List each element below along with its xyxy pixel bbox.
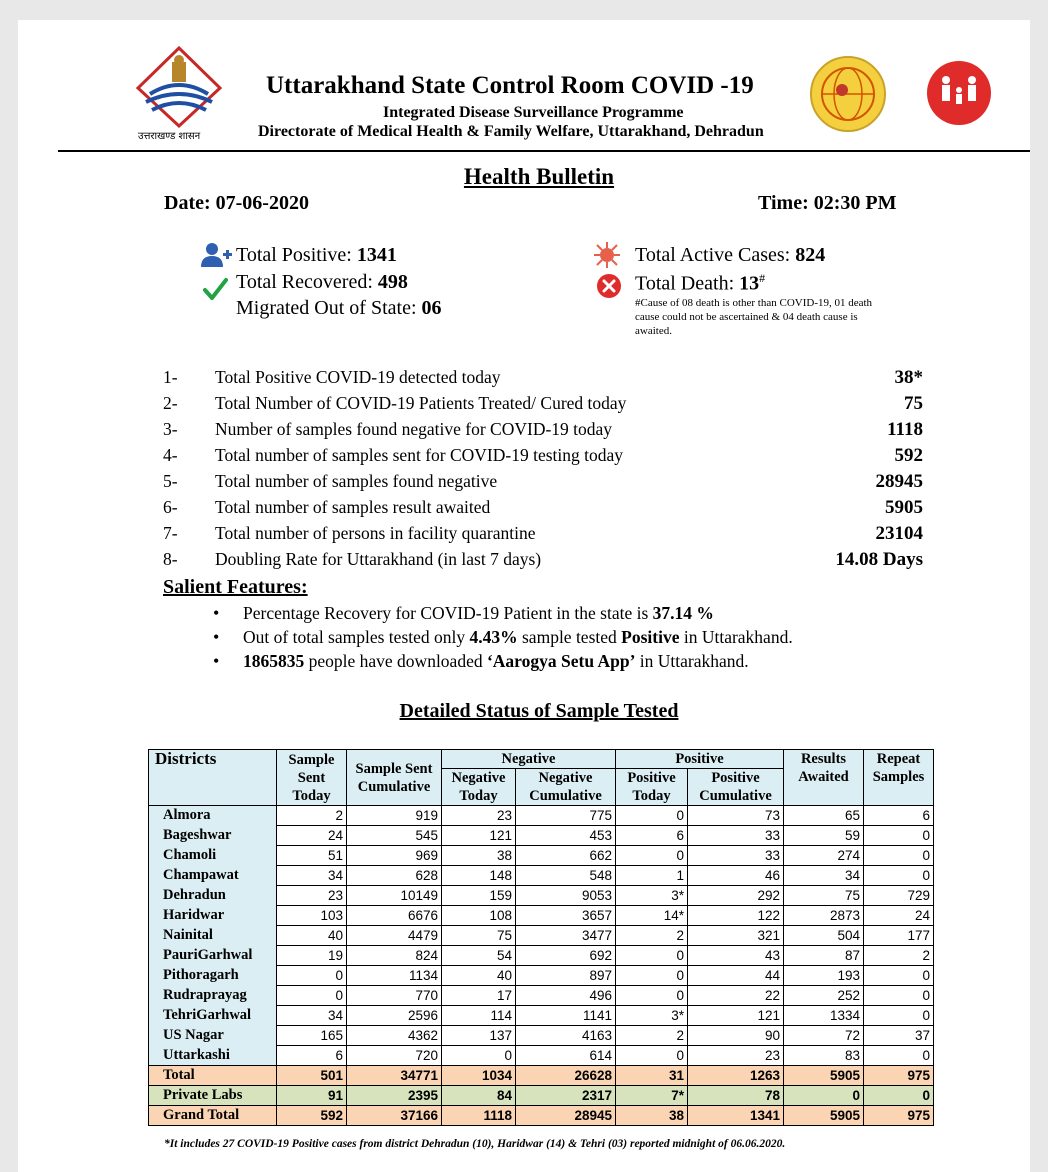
private-labs-row bbox=[149, 1086, 934, 1106]
table-cell: 1118 bbox=[442, 1106, 516, 1126]
district-name: Almora bbox=[149, 806, 277, 826]
table-cell: 824 bbox=[347, 946, 442, 966]
idsp-logo-icon bbox=[808, 54, 888, 134]
table-cell: 17 bbox=[442, 986, 516, 1006]
table-cell: 24 bbox=[277, 826, 347, 846]
table-cell: 75 bbox=[784, 886, 864, 906]
table-cell: 91 bbox=[277, 1086, 347, 1106]
table-cell: 5905 bbox=[784, 1066, 864, 1086]
table-cell: 2873 bbox=[784, 906, 864, 926]
migrated-out: Migrated Out of State: 06 bbox=[236, 297, 442, 319]
table-row bbox=[149, 1046, 934, 1066]
table-cell: 0 bbox=[864, 1006, 934, 1026]
table-cell: 6 bbox=[616, 826, 688, 846]
table-cell: 108 bbox=[442, 906, 516, 926]
table-cell: 1341 bbox=[688, 1106, 784, 1126]
table-cell: 193 bbox=[784, 966, 864, 986]
nhm-logo-icon bbox=[906, 40, 1012, 146]
table-cell: 34771 bbox=[347, 1066, 442, 1086]
list-item: 7- Total number of persons in facility quarantine 23104 bbox=[163, 523, 923, 544]
table-cell: 59 bbox=[784, 826, 864, 846]
header-title: Uttarakhand State Control Room COVID -19 bbox=[266, 72, 754, 99]
table-row bbox=[149, 966, 934, 986]
table-cell: 114 bbox=[442, 1006, 516, 1026]
table-cell: 0 bbox=[277, 986, 347, 1006]
close-circle-icon bbox=[596, 273, 622, 299]
total-death: Total Death: 13# bbox=[635, 271, 766, 295]
table-cell: 0 bbox=[864, 966, 934, 986]
table-cell: 24 bbox=[864, 906, 934, 926]
table-cell: 770 bbox=[347, 986, 442, 1006]
col-positive-cumulative: Positive Cumulative bbox=[688, 769, 784, 806]
table-cell: 545 bbox=[347, 826, 442, 846]
table-cell: 1263 bbox=[688, 1066, 784, 1086]
table-cell: 0 bbox=[864, 1086, 934, 1106]
table-cell: 0 bbox=[864, 826, 934, 846]
list-item: 3- Number of samples found negative for COVID-19 today 1118 bbox=[163, 419, 923, 440]
header-subtitle-directorate: Directorate of Medical Health & Family Welfare, Uttarakhand, Dehradun bbox=[258, 123, 764, 140]
list-item: 2- Total Number of COVID-19 Patients Treated/ Cured today 75 bbox=[163, 393, 923, 414]
table-cell: 26628 bbox=[516, 1066, 616, 1086]
table-cell: 14* bbox=[616, 906, 688, 926]
add-user-icon bbox=[201, 242, 233, 268]
list-item: • Out of total samples tested only 4.43% sample tested Positive in Uttarakhand. bbox=[213, 627, 793, 651]
uttarakhand-emblem-icon bbox=[136, 46, 222, 128]
table-cell: 165 bbox=[277, 1026, 347, 1046]
table-cell: 0 bbox=[784, 1086, 864, 1106]
col-repeat-samples: Repeat Samples bbox=[864, 750, 934, 806]
list-item: • Percentage Recovery for COVID-19 Patient in the state is 37.14 % bbox=[213, 603, 793, 627]
table-cell: 121 bbox=[688, 1006, 784, 1026]
table-row bbox=[149, 806, 934, 826]
death-note: #Cause of 08 death is other than COVID-19, 01 death cause could not be ascertained & 04 death cause is awaited. bbox=[635, 297, 873, 337]
district-name: Rudraprayag bbox=[149, 986, 277, 1006]
check-icon bbox=[202, 276, 228, 302]
bulletin-time: Time: 02:30 PM bbox=[758, 192, 897, 214]
col-results-awaited: Results Awaited bbox=[784, 750, 864, 806]
table-cell: 0 bbox=[616, 806, 688, 826]
grand-total-row bbox=[149, 1106, 934, 1126]
table-cell: 4163 bbox=[516, 1026, 616, 1046]
table-cell: 37 bbox=[864, 1026, 934, 1046]
table-row bbox=[149, 1006, 934, 1026]
table-cell: 159 bbox=[442, 886, 516, 906]
table-cell: 897 bbox=[516, 966, 616, 986]
table-cell: 103 bbox=[277, 906, 347, 926]
col-sent-cumulative: Sample Sent Cumulative bbox=[347, 750, 442, 806]
list-item: 8- Doubling Rate for Uttarakhand (in last 7 days) 14.08 Days bbox=[163, 549, 923, 570]
table-row bbox=[149, 846, 934, 866]
table-cell: 4362 bbox=[347, 1026, 442, 1046]
table-cell: 43 bbox=[688, 946, 784, 966]
table-cell: 1334 bbox=[784, 1006, 864, 1026]
table-row bbox=[149, 826, 934, 846]
table-cell: 6676 bbox=[347, 906, 442, 926]
table-row bbox=[149, 1026, 934, 1046]
district-name: Private Labs bbox=[149, 1086, 277, 1106]
table-cell: 122 bbox=[688, 906, 784, 926]
table-cell: 72 bbox=[784, 1026, 864, 1046]
table-cell: 0 bbox=[864, 1046, 934, 1066]
table-cell: 2 bbox=[616, 1026, 688, 1046]
table-cell: 292 bbox=[688, 886, 784, 906]
col-group-negative: Negative bbox=[442, 750, 616, 769]
table-cell: 23 bbox=[688, 1046, 784, 1066]
table-cell: 614 bbox=[516, 1046, 616, 1066]
total-positive: Total Positive: 1341 bbox=[236, 244, 397, 266]
table-cell: 252 bbox=[784, 986, 864, 1006]
table-cell: 6 bbox=[864, 806, 934, 826]
table-cell: 0 bbox=[616, 946, 688, 966]
total-active-cases: Total Active Cases: 824 bbox=[635, 244, 826, 266]
table-cell: 548 bbox=[516, 866, 616, 886]
table-cell: 3* bbox=[616, 1006, 688, 1026]
total-recovered: Total Recovered: 498 bbox=[236, 271, 408, 293]
table-row bbox=[149, 886, 934, 906]
table-cell: 23 bbox=[442, 806, 516, 826]
table-cell: 496 bbox=[516, 986, 616, 1006]
table-cell: 40 bbox=[277, 926, 347, 946]
footnote: *It includes 27 COVID-19 Positive cases from district Dehradun (10), Haridwar (14) & Tehri (03) reported midnight of 06.06.2020. bbox=[164, 1138, 786, 1150]
table-cell: 22 bbox=[688, 986, 784, 1006]
salient-features-list bbox=[213, 603, 793, 675]
table-cell: 0 bbox=[864, 866, 934, 886]
table-cell: 84 bbox=[442, 1086, 516, 1106]
table-cell: 38 bbox=[616, 1106, 688, 1126]
table-cell: 65 bbox=[784, 806, 864, 826]
table-cell: 501 bbox=[277, 1066, 347, 1086]
table-cell: 137 bbox=[442, 1026, 516, 1046]
header-subtitle-programme: Integrated Disease Surveillance Programme bbox=[383, 104, 684, 121]
table-cell: 692 bbox=[516, 946, 616, 966]
virus-icon bbox=[592, 240, 622, 270]
table-cell: 4479 bbox=[347, 926, 442, 946]
table-cell: 3657 bbox=[516, 906, 616, 926]
table-cell: 0 bbox=[864, 986, 934, 1006]
list-item: 6- Total number of samples result awaited 5905 bbox=[163, 497, 923, 518]
table-cell: 3477 bbox=[516, 926, 616, 946]
district-name: TehriGarhwal bbox=[149, 1006, 277, 1026]
table-cell: 23 bbox=[277, 886, 347, 906]
table-row bbox=[149, 986, 934, 1006]
table-cell: 7* bbox=[616, 1086, 688, 1106]
table-cell: 121 bbox=[442, 826, 516, 846]
col-sent-today: Sample Sent Today bbox=[277, 750, 347, 806]
bulletin-page bbox=[18, 20, 1030, 1172]
table-cell: 83 bbox=[784, 1046, 864, 1066]
table-cell: 274 bbox=[784, 846, 864, 866]
table-cell: 919 bbox=[347, 806, 442, 826]
table-row bbox=[149, 946, 934, 966]
table-cell: 54 bbox=[442, 946, 516, 966]
col-negative-today: Negative Today bbox=[442, 769, 516, 806]
table-cell: 1141 bbox=[516, 1006, 616, 1026]
table-cell: 51 bbox=[277, 846, 347, 866]
table-cell: 44 bbox=[688, 966, 784, 986]
district-name: Dehradun bbox=[149, 886, 277, 906]
table-cell: 729 bbox=[864, 886, 934, 906]
table-cell: 34 bbox=[277, 866, 347, 886]
district-name: Grand Total bbox=[149, 1106, 277, 1126]
list-item: 5- Total number of samples found negative 28945 bbox=[163, 471, 923, 492]
table-cell: 0 bbox=[277, 966, 347, 986]
table-cell: 34 bbox=[277, 1006, 347, 1026]
col-positive-today: Positive Today bbox=[616, 769, 688, 806]
table-cell: 0 bbox=[616, 1046, 688, 1066]
district-name: PauriGarhwal bbox=[149, 946, 277, 966]
district-name: Total bbox=[149, 1066, 277, 1086]
list-item: • 1865835 people have downloaded ‘Aarogya Setu App’ in Uttarakhand. bbox=[213, 651, 793, 675]
table-cell: 9053 bbox=[516, 886, 616, 906]
table-cell: 662 bbox=[516, 846, 616, 866]
col-group-positive: Positive bbox=[616, 750, 784, 769]
table-cell: 775 bbox=[516, 806, 616, 826]
table-cell: 0 bbox=[864, 846, 934, 866]
table-cell: 34 bbox=[784, 866, 864, 886]
table-cell: 75 bbox=[442, 926, 516, 946]
table-cell: 504 bbox=[784, 926, 864, 946]
table-cell: 0 bbox=[616, 846, 688, 866]
table-cell: 37166 bbox=[347, 1106, 442, 1126]
table-cell: 10149 bbox=[347, 886, 442, 906]
table-cell: 19 bbox=[277, 946, 347, 966]
table-cell: 78 bbox=[688, 1086, 784, 1106]
district-name: US Nagar bbox=[149, 1026, 277, 1046]
table-cell: 31 bbox=[616, 1066, 688, 1086]
bulletin-date: Date: 07-06-2020 bbox=[164, 192, 309, 214]
district-name: Nainital bbox=[149, 926, 277, 946]
table-cell: 969 bbox=[347, 846, 442, 866]
table-cell: 592 bbox=[277, 1106, 347, 1126]
table-cell: 1134 bbox=[347, 966, 442, 986]
table-cell: 0 bbox=[616, 966, 688, 986]
district-name: Bageshwar bbox=[149, 826, 277, 846]
table-row bbox=[149, 926, 934, 946]
list-item: 4- Total number of samples sent for COVID-19 testing today 592 bbox=[163, 445, 923, 466]
table-cell: 720 bbox=[347, 1046, 442, 1066]
table-cell: 33 bbox=[688, 826, 784, 846]
table-cell: 0 bbox=[616, 986, 688, 1006]
col-districts: Districts bbox=[149, 750, 277, 806]
col-negative-cumulative: Negative Cumulative bbox=[516, 769, 616, 806]
daily-stats-list bbox=[163, 367, 923, 575]
table-cell: 2596 bbox=[347, 1006, 442, 1026]
table-row bbox=[149, 866, 934, 886]
table-title: Detailed Status of Sample Tested bbox=[399, 700, 679, 722]
table-cell: 33 bbox=[688, 846, 784, 866]
table-cell: 38 bbox=[442, 846, 516, 866]
table-cell: 628 bbox=[347, 866, 442, 886]
district-name: Uttarkashi bbox=[149, 1046, 277, 1066]
table-cell: 1 bbox=[616, 866, 688, 886]
table-cell: 46 bbox=[688, 866, 784, 886]
district-name: Pithoragarh bbox=[149, 966, 277, 986]
table-cell: 87 bbox=[784, 946, 864, 966]
table-cell: 0 bbox=[442, 1046, 516, 1066]
table-cell: 975 bbox=[864, 1106, 934, 1126]
table-cell: 2 bbox=[616, 926, 688, 946]
bulletin-title: Health Bulletin bbox=[463, 164, 615, 189]
left-logo-caption: उत्तराखण्ड शासन bbox=[138, 131, 201, 142]
table-cell: 2395 bbox=[347, 1086, 442, 1106]
table-row bbox=[149, 906, 934, 926]
table-cell: 73 bbox=[688, 806, 784, 826]
district-name: Champawat bbox=[149, 866, 277, 886]
table-cell: 3* bbox=[616, 886, 688, 906]
table-cell: 40 bbox=[442, 966, 516, 986]
total-row bbox=[149, 1066, 934, 1086]
table-cell: 2 bbox=[864, 946, 934, 966]
table-cell: 453 bbox=[516, 826, 616, 846]
sample-status-table bbox=[148, 749, 934, 1126]
table-cell: 5905 bbox=[784, 1106, 864, 1126]
table-cell: 975 bbox=[864, 1066, 934, 1086]
table-cell: 177 bbox=[864, 926, 934, 946]
table-cell: 1034 bbox=[442, 1066, 516, 1086]
district-name: Haridwar bbox=[149, 906, 277, 926]
table-cell: 90 bbox=[688, 1026, 784, 1046]
table-cell: 2 bbox=[277, 806, 347, 826]
header-divider bbox=[58, 150, 1030, 152]
table-cell: 28945 bbox=[516, 1106, 616, 1126]
salient-features-title: Salient Features: bbox=[163, 576, 308, 598]
table-cell: 321 bbox=[688, 926, 784, 946]
table-cell: 2317 bbox=[516, 1086, 616, 1106]
table-cell: 148 bbox=[442, 866, 516, 886]
list-item: 1- Total Positive COVID-19 detected today 38* bbox=[163, 367, 923, 388]
district-name: Chamoli bbox=[149, 846, 277, 866]
nhm-logo-text bbox=[978, 22, 979, 23]
table-cell: 6 bbox=[277, 1046, 347, 1066]
